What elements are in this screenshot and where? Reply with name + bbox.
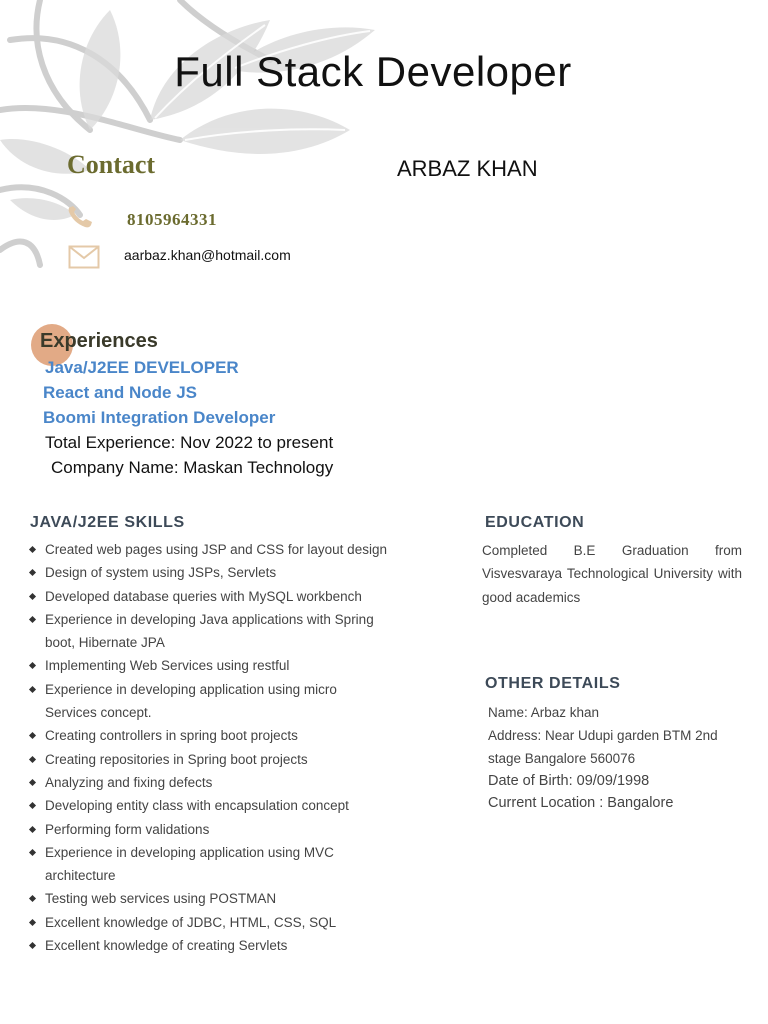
email-address[interactable]: aarbaz.khan@hotmail.com (124, 247, 291, 263)
leaf-decoration (0, 0, 380, 280)
page-title: Full Stack Developer (174, 48, 572, 95)
list-item: Developed database queries with MySQL workbench (28, 585, 388, 608)
experience-heading: Experiences (40, 330, 158, 352)
role-react-node: React and Node JS (43, 383, 197, 402)
total-experience: Total Experience: Nov 2022 to present (45, 433, 334, 452)
role-java: Java/J2EE DEVELOPER (45, 358, 239, 377)
list-item: Analyzing and fixing defects (28, 771, 388, 794)
company-name: Company Name: Maskan Technology (51, 458, 334, 477)
mail-icon (68, 244, 100, 270)
detail-address: Address: Near Udupi garden BTM 2nd stage Bangalore 560076 (488, 728, 718, 767)
detail-name: Name: Arbaz khan (488, 705, 600, 720)
phone-icon (66, 204, 96, 230)
detail-dob: Date of Birth: 09/09/1998 (488, 773, 650, 789)
list-item: Design of system using JSPs, Servlets (28, 561, 388, 584)
list-item: Created web pages using JSP and CSS for layout design (28, 538, 388, 561)
list-item: Experience in developing application using MVC architecture (28, 841, 388, 888)
education-heading: EDUCATION (485, 514, 585, 531)
phone-number[interactable]: 8105964331 (127, 210, 217, 229)
role-boomi: Boomi Integration Developer (43, 408, 276, 427)
list-item: Implementing Web Services using restful (28, 654, 388, 677)
list-item: Performing form validations (28, 818, 388, 841)
candidate-name: ARBAZ KHAN (397, 156, 538, 181)
list-item: Creating controllers in spring boot projects (28, 724, 388, 747)
detail-location: Current Location : Bangalore (488, 795, 674, 811)
list-item: Developing entity class with encapsulation concept (28, 794, 388, 817)
list-item: Testing web services using POSTMAN (28, 887, 388, 910)
skills-list (28, 538, 388, 957)
list-item: Creating repositories in Spring boot projects (28, 748, 388, 771)
list-item: Experience in developing application using micro Services concept. (28, 678, 388, 725)
skills-heading: JAVA/J2EE SKILLS (30, 514, 185, 531)
list-item: Excellent knowledge of creating Servlets (28, 934, 388, 957)
education-text: Completed B.E Graduation from Visvesvaraya Technological University with good academics (482, 543, 742, 605)
contact-heading: Contact (67, 150, 156, 179)
list-item: Experience in developing Java applications with Spring boot, Hibernate JPA (28, 608, 388, 655)
other-details-heading: OTHER DETAILS (485, 675, 621, 692)
list-item: Excellent knowledge of JDBC, HTML, CSS, SQL (28, 911, 388, 934)
